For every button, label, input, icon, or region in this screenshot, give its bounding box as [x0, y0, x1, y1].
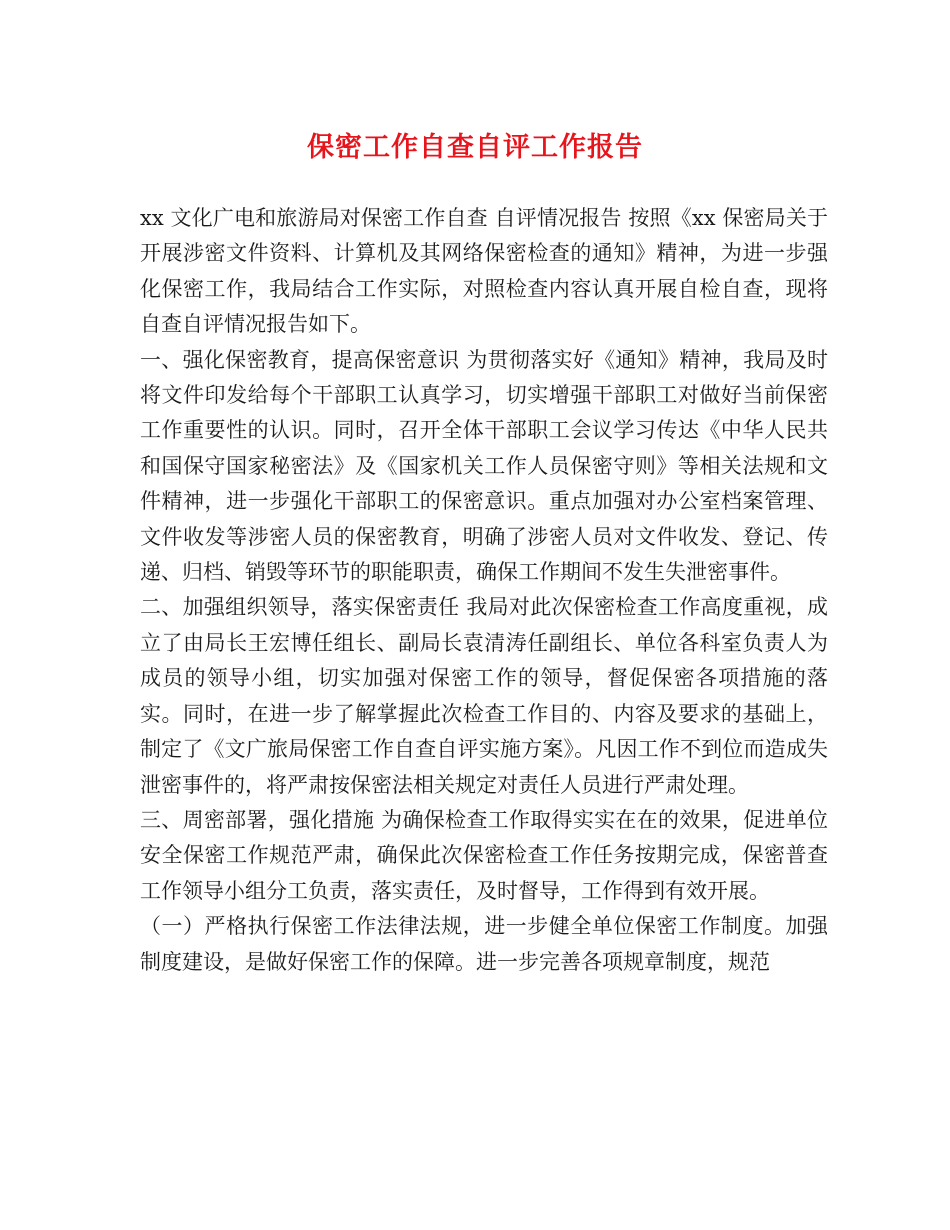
document-body — [140, 201, 828, 980]
paragraph-intro: xx 文化广电和旅游局对保密工作自查 自评情况报告 按照《xx 保密局关于开展涉密文件资料、计算机及其网络保密检查的通知》精神，为进一步强化保密工作，我局结合工作实际，对照检查内容认真开展自检自查，现将自查自评情况报告如下。 — [140, 206, 828, 337]
document-title: 保密工作自查自评工作报告 — [307, 132, 643, 163]
paragraph-subsection-1: （一）严格执行保密工作法律法规，进一步健全单位保密工作制度。加强制度建设，是做好保密工作的保障。进一步完善各项规章制度，规范 — [140, 914, 828, 974]
paragraph-section-1: 一、强化保密教育，提高保密意识 为贯彻落实好《通知》精神，我局及时将文件印发给每个干部职工认真学习，切实增强干部职工对做好当前保密工作重要性的认识。同时，召开全体干部职工会议学习传达《中华人民共和国保守国家秘密法》及《国家机关工作人员保密守则》等相关法规和文件精神，进一步强化干部职工的保密意识。重点加强对办公室档案管理、文件收发等涉密人员的保密教育，明确了涉密人员对文件收发、登记、传递、归档、销毁等环节的职能职责，确保工作期间不发生失泄密事件。 — [140, 347, 828, 585]
paragraph-section-2: 二、加强组织领导，落实保密责任 我局对此次保密检查工作高度重视，成立了由局长王宏博任组长、副局长袁清涛任副组长、单位各科室负责人为成员的领导小组，切实加强对保密工作的领导，督促保密各项措施的落实。同时，在进一步了解掌握此次检查工作目的、内容及要求的基础上，制定了《文广旅局保密工作自查自评实施方案》。凡因工作不到位而造成失泄密事件的，将严肃按保密法相关规定对责任人员进行严肃处理。 — [140, 595, 828, 797]
paragraph-section-3: 三、周密部署，强化措施 为确保检查工作取得实实在在的效果，促进单位安全保密工作规范严肃，确保此次保密检查工作任务按期完成，保密普查工作领导小组分工负责，落实责任，及时督导，工作得到有效开展。 — [140, 807, 828, 903]
